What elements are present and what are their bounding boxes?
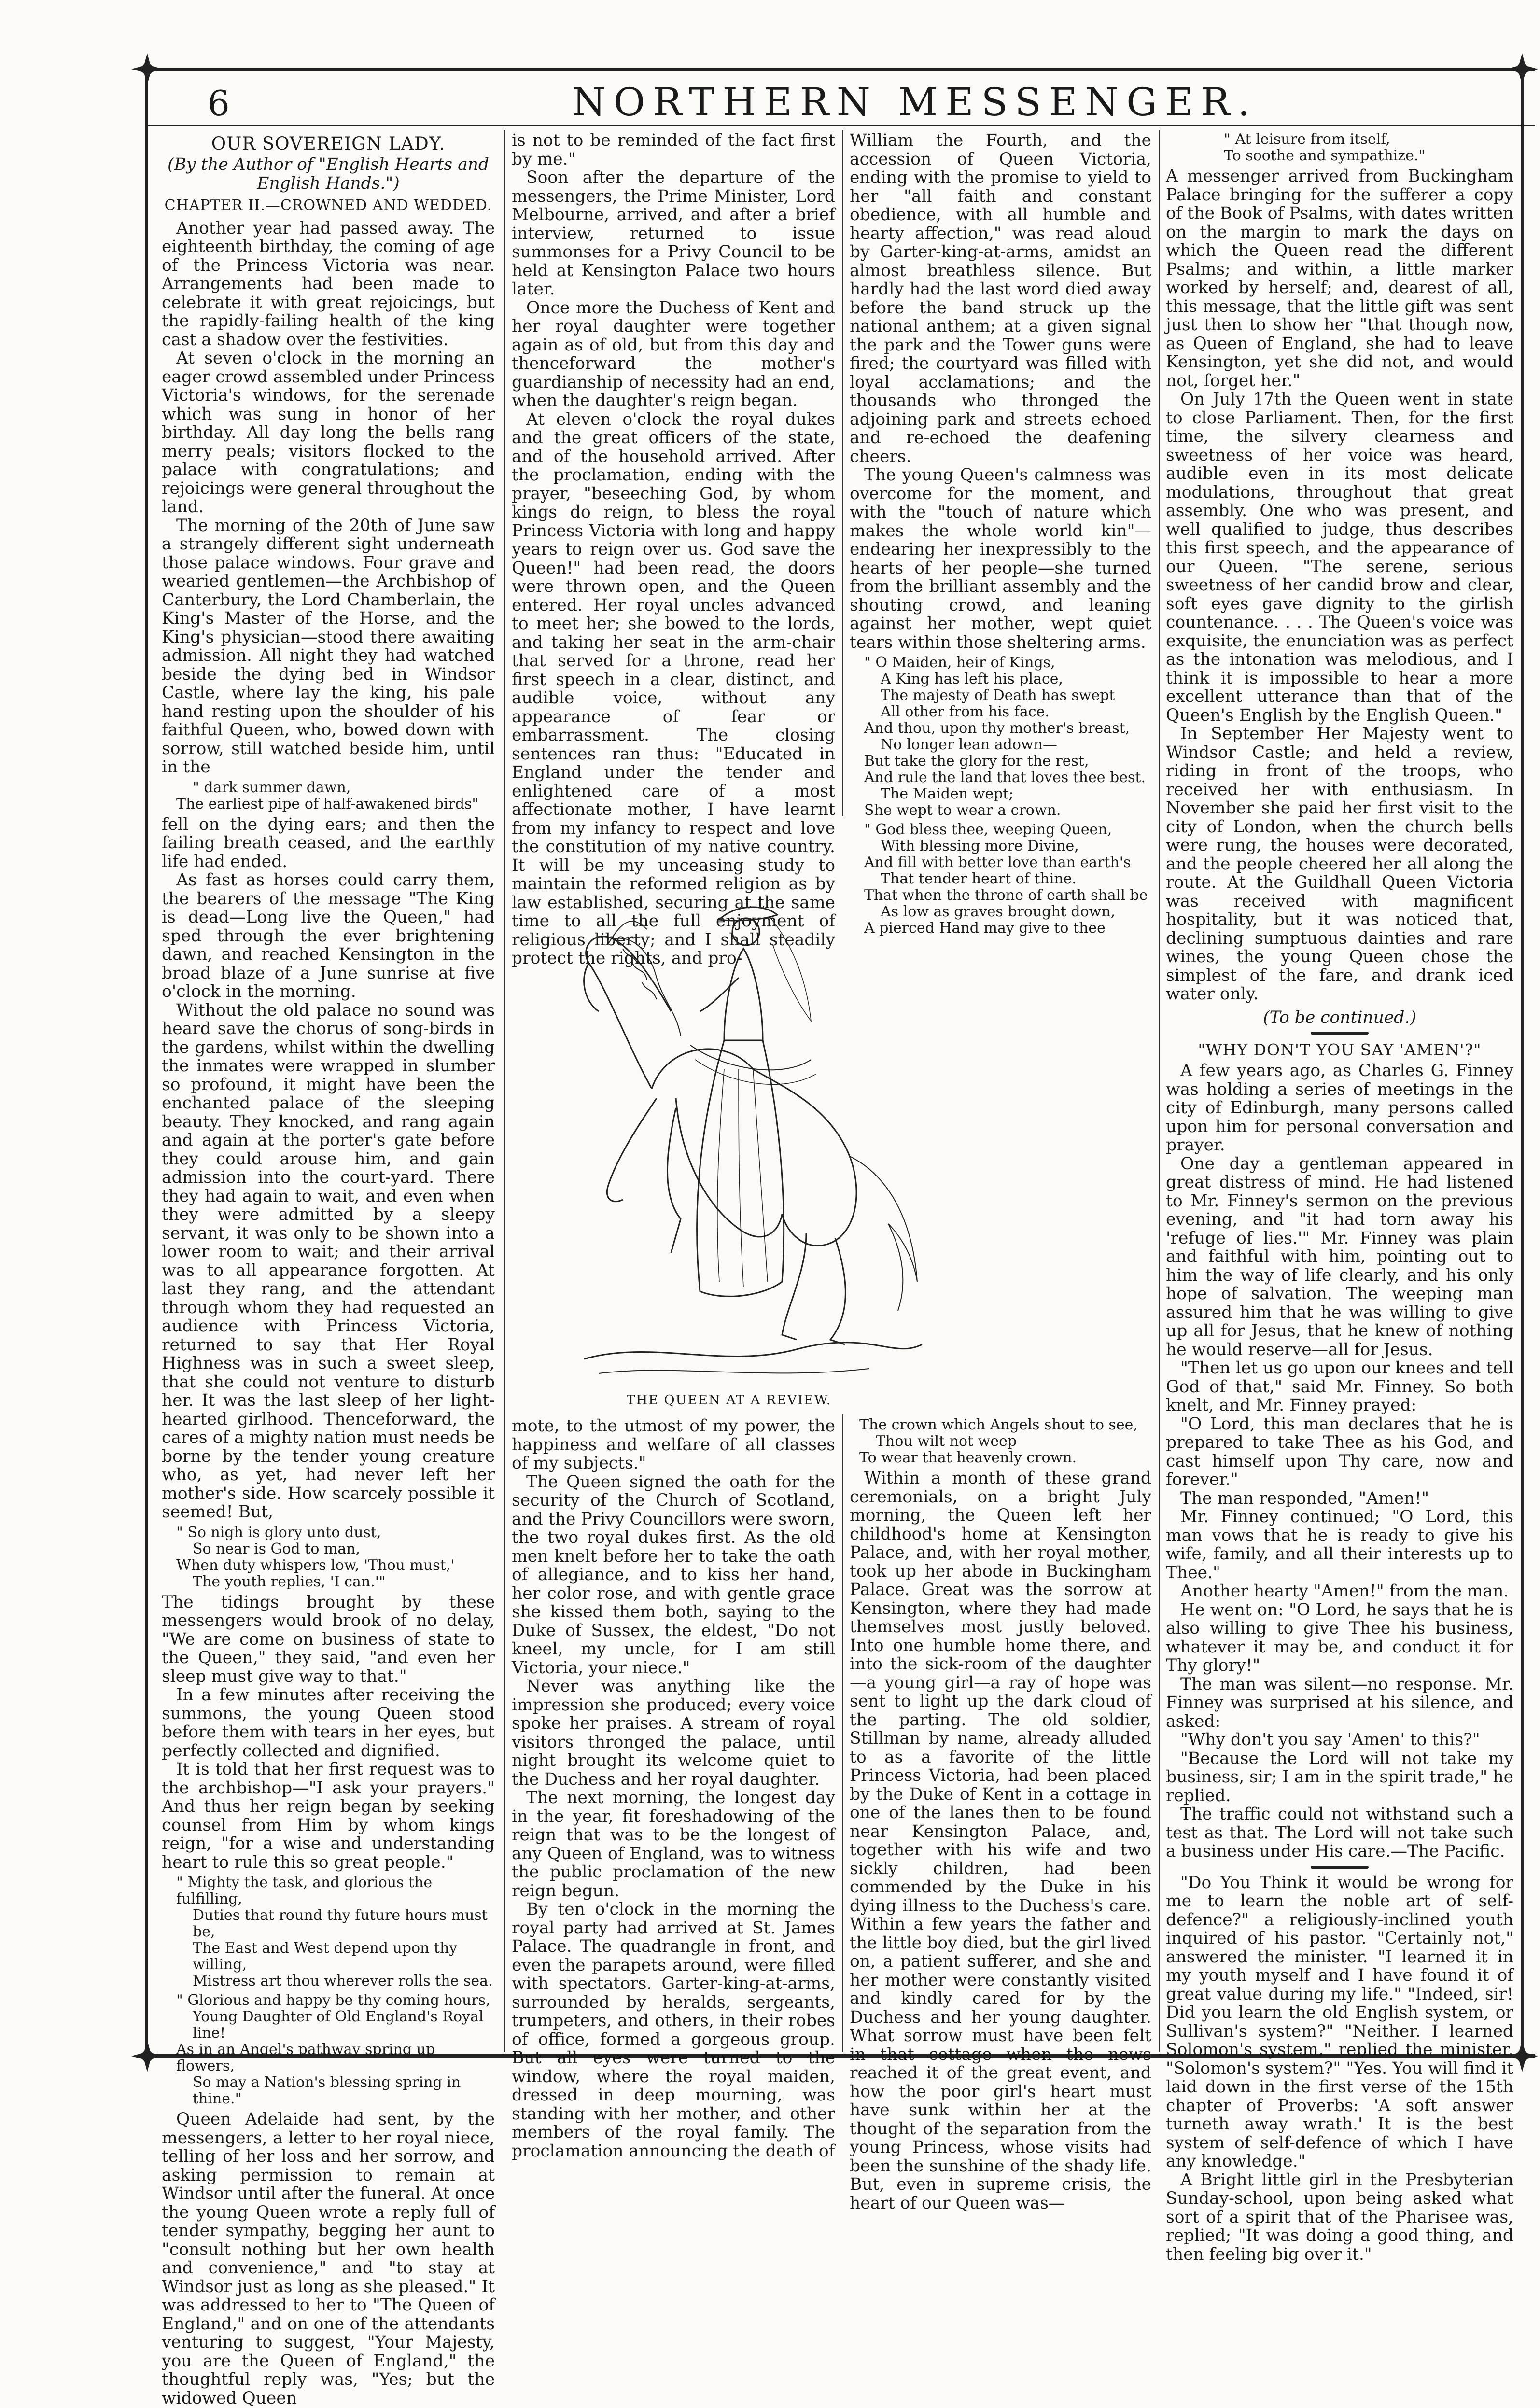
paragraph: William the Fourth, and the accession of Queen Victoria, ending with the promise to yield to her "all faith and constant obedience, with all humble and hearty affection," was read aloud by Garter-king-at-arms, amidst an almost breathless silence. But hardly had the last word died away before the band struck up the national anthem; at a given signal the park and the Tower guns were fired; the courtyard was filled with loyal acclamations; and the thousands who thronged the adjoining park and streets echoed and re-echoed the deafening cheers. <box>850 131 1151 466</box>
paragraph: fell on the dying ears; and then the failing breath ceased, and the earthly life had ended. <box>162 814 495 871</box>
poem-line: And thou, upon thy mother's breast, <box>864 720 1130 737</box>
poem-line: So near is God to man, <box>193 1540 361 1557</box>
poem-line: All other from his face. <box>881 703 1050 720</box>
paragraph: "Do You Think it would be wrong for me to learn the noble art of self-defence?" a religiously-inclined youth inquired of his pastor. "Certainly not," answered the minister. "I learned it in my youth myself and I have found it of great value during my life." "Indeed, sir! Did you learn the old English system, or Sullivan's system?" "Neither. I learned Solomon's system," replied the minister. "Solomon's system?" "Yes. You will find it laid down in the first verse of the 15th chapter of Proverbs: 'A soft answer turneth away wrath.' It is the best system of self-defence of which I have any knowledge." <box>1166 1873 1513 2171</box>
paragraph: Another year had passed away. The eighteenth birthday, the coming of age of the Princess Victoria was near. Arrangements had been made to celebrate it with great rejoicings, but the rapidly-failing health of the king cast a shadow over the festivities. <box>162 218 495 350</box>
poem-line: " God bless thee, weeping Queen, <box>864 821 1112 838</box>
paragraph: The man was silent—no response. Mr. Finney was surprised at his silence, and asked: <box>1166 1674 1513 1731</box>
article-byline: (By the Author of "English Hearts and English Hands.") <box>168 155 489 193</box>
poem-line: A King has left his place, <box>881 671 1064 687</box>
poem-line: Young Daughter of Old England's Royal line! <box>193 2008 484 2042</box>
poem-line: And rule the land that loves thee best. <box>864 769 1146 786</box>
poem-line: As in an Angel's pathway spring up flowers, <box>176 2041 435 2074</box>
poem-quote <box>176 1525 495 1590</box>
poem-quote <box>176 780 495 812</box>
poem-line: A pierced Hand may give to thee <box>864 920 1106 937</box>
right-border-rule <box>1521 68 1524 2058</box>
poem-line: Thou wilt not weep <box>876 1433 1017 1450</box>
section-divider <box>1311 1866 1369 1869</box>
masthead-title: NORTHERN MESSENGER. <box>572 80 1258 125</box>
poem-line: No longer lean adown— <box>881 736 1057 753</box>
paragraph: The traffic could not withstand such a test as that. The Lord will not take such a business under His care.—The Pacific. <box>1166 1805 1513 1861</box>
paragraph: Soon after the departure of the messengers, the Prime Minister, Lord Melbourne, arrived, and after a brief interview, returned to issue summonses for a Privy Council to be held at Kensington Palace two hours later. <box>512 168 835 299</box>
poem-quote <box>176 1875 495 1989</box>
paragraph: Queen Adelaide had sent, by the messengers, a letter to her royal niece, telling of her loss and her sorrow, and asking permission to remain at Windsor until after the funeral. At once the young Queen wrote a reply full of tender sympathy, begging her aunt to "consult nothing but her own health and convenience," and "to stay at Windsor just as long as she pleased." It was addressed to her to "The Queen of England," and on one of the attendants venturing to suggest, "Your Majesty, you are the Queen of England," the thoughtful reply was, "Yes; but the widowed Queen <box>162 2110 495 2408</box>
paragraph: By ten o'clock in the morning the royal party had arrived at St. James Palace. The quadrangle in front, and even the parapets around, were filled with spectators. Garter-king-at-arms, surrounded by heralds, sergeants, trumpeters, and others, in their robes of office, formed a gorgeous group. But all eyes were turned to the window, where the royal maiden, dressed in deep mourning, was standing with her mother, and other members of the royal family. The proclamation announcing the death of <box>512 1900 835 2161</box>
poem-line: The earliest pipe of half-awakened birds" <box>176 795 479 812</box>
paragraph: On July 17th the Queen went in state to close Parliament. Then, for the first time, the silvery clearness and sweetness of her voice was heard, audible even in its most delicate modulations, throughout that great assembly. One who was present, and well qualified to judge, thus describes this first speech, and the appearance of our Queen. "The serene, serious sweetness of her candid brow and clear, soft eyes gave dignity to the girlish countenance. . . . The Queen's voice was exquisite, the enunciation was as perfect as the intonation was melodious, and I think it is impossible to hear a more excellent utterance than that of the Queen's English by the English Queen." <box>1166 390 1513 725</box>
fleuron-ornament-icon <box>130 2039 164 2073</box>
paragraph: mote, to the utmost of my power, the happiness and welfare of all classes of my subjects." <box>512 1416 835 1473</box>
paragraph: In September Her Majesty went to Windsor Castle; and held a review, riding in front of the troops, who received her with enthusiasm. In November she paid her first visit to the city of London, when the church bells were rung, the houses were decorated, and the people cheered her all along the route. At the Guildhall Queen Victoria was received with magnificent hospitality, but it was noticed that, declining sumptuous dainties and rare wines, the young Queen chose the simplest of the fare, and drank iced water only. <box>1166 724 1513 1004</box>
poem-quote <box>859 1417 1151 1466</box>
poem-line: The East and West depend upon thy willing, <box>193 1940 458 1973</box>
poem-line: But take the glory for the rest, <box>864 753 1089 770</box>
column-rule <box>1159 130 1160 2052</box>
poem-line: To soothe and sympathize." <box>1224 147 1426 164</box>
poem-line: As low as graves brought down, <box>881 903 1116 920</box>
poem-line: With blessing more Divine, <box>881 838 1079 854</box>
section-divider <box>1311 1032 1369 1035</box>
paragraph: The man responded, "Amen!" <box>1180 1488 1429 1508</box>
column-2-bottom <box>512 1417 835 2160</box>
fleuron-ornament-icon <box>1505 52 1539 86</box>
paragraph: "Why don't you say 'Amen' to this?" <box>1180 1730 1480 1750</box>
chapter-heading: CHAPTER II.—CROWNED AND WEDDED. <box>164 197 492 214</box>
page-number: 6 <box>208 83 230 124</box>
poem-line: The Maiden wept; <box>881 785 1014 802</box>
column-3-bottom <box>850 1417 1151 2212</box>
paragraph: A Bright little girl in the Presbyterian Sunday-school, upon being asked what sort of a spirit that of the Pharisee was, replied; "It was doing a good thing, and then feeling big over it." <box>1166 2170 1513 2264</box>
poem-line: " So nigh is glory unto dust, <box>176 1524 381 1541</box>
paragraph: He went on: "O Lord, he says that he is also willing to give Thee his business, whatever it may be, and conduct it for Thy glory!" <box>1166 1600 1513 1675</box>
paragraph: In a few minutes after receiving the summons, the young Queen stood before them with tears in her eyes, but perfectly collected and dignified. <box>162 1685 495 1761</box>
poem-line: " Glorious and happy be thy coming hours, <box>176 1992 490 2009</box>
paragraph: A messenger arrived from Buckingham Palace bringing for the sufferer a copy of the Book of Psalms, with dates written on the margin to mark the days on which the Queen read the different Psalms; and within, a little marker worked by herself; and, dearest of all, this message, that the little gift was sent just then to show her "that though now, as Queen of England, she had to leave Kensington, yet she did not, and would not, forget her." <box>1166 167 1513 391</box>
queen-on-horse-illustration <box>579 818 927 1388</box>
poem-line: " At leisure from itself, <box>1224 131 1390 148</box>
poem-line: That tender heart of thine. <box>881 870 1077 887</box>
article-title: "WHY DON'T YOU SAY 'AMEN'?" <box>1198 1040 1482 1059</box>
poem-line: Duties that round thy future hours must be, <box>193 1907 488 1940</box>
paragraph: The morning of the 20th of June saw a strangely different sight underneath those palace windows. Four grave and wearied gentlemen—the Archbishop of Canterbury, the Lord Chamberlain, the King's Master of the Horse, and the King's physician—stood there awaiting admission. All night they had watched beside the dying bed in Windsor Castle, where lay the king, his pale hand resting upon the shoulder of his faithful Queen, who, bowed down with sorrow, still watched beside him, until in the <box>162 516 495 777</box>
poem-line: Mistress art thou wherever rolls the sea. <box>193 1973 493 1989</box>
paragraph: "O Lord, this man declares that he is prepared to take Thee as his God, and cast himself upon Thy care, now and forever." <box>1166 1414 1513 1489</box>
poem-quote <box>864 655 1151 819</box>
paragraph: At seven o'clock in the morning an eager crowd assembled under Princess Victoria's windows, for the serenade which was sung in honor of her birthday. All day long the bells rang merry peals; visitors flocked to the palace with congratulations; and rejoicings were general throughout the land. <box>162 349 495 517</box>
poem-line: She wept to wear a crown. <box>864 802 1061 819</box>
column-1 <box>162 131 495 2408</box>
paragraph: At eleven o'clock the royal dukes and the great officers of the state, and of the household arrived. After the proclamation, ending with the prayer, "beseeching God, by whom kings do reign, to bless the royal Princess Victoria with long and happy years to reign over us. God save the Queen!" had been read, the doors were thrown open, and the Queen entered. Her royal uncles advanced to meet her; she bowed to the lords, and taking her seat in the arm-chair that served for a throne, read her first speech in a clear, distinct, and audible voice, without any appearance of fear or embarrassment. The closing sentences ran thus: "Educated in England under the tender and enlightened care of a most affectionate mother, I have learnt from my infancy to respect and love the constitution of my native country. It will be my unceasing study to maintain the reformed religion as by law established, securing at the same time to all the full enjoyment of religious liberty; and I shall steadily protect the rights, and pro- <box>512 409 835 968</box>
poem-line: " Mighty the task, and glorious the fulfilling, <box>176 1874 433 1907</box>
poem-line: To wear that heavenly crown. <box>859 1449 1077 1466</box>
paragraph: A few years ago, as Charles G. Finney was holding a series of meetings in the city of Edinburgh, many persons called upon him for personal conversation and prayer. <box>1166 1061 1513 1155</box>
poem-quote <box>1224 131 1513 164</box>
poem-line: That when the throne of earth shall be <box>864 887 1148 904</box>
paragraph: It is told that her first request was to the archbishop—"I ask your prayers." And thus her reign began by seeking counsel from Him by whom kings reign, "for a wise and understanding heart to rule this so great people." <box>162 1760 495 1872</box>
article-title: OUR SOVEREIGN LADY. <box>211 133 446 154</box>
poem-line: " O Maiden, heir of Kings, <box>864 654 1055 671</box>
paragraph: One day a gentleman appeared in great distress of mind. He had listened to Mr. Finney's sermon on the previous evening, and "it had torn away his 'refuge of lies.'" Mr. Finney was plain and faithful with him, pointing out to him the way of life clearly, and his only hope of salvation. The weeping man assured him that he was willing to give up all for Jesus, that he knew of nothing he would reserve—all for Jesus. <box>1166 1154 1513 1359</box>
paragraph: As fast as horses could carry them, the bearers of the message "The King is dead—Long live the Queen," had sped through the ever brightening dawn, and reached Kensington in the broad blaze of a June sunrise at five o'clock in the morning. <box>162 870 495 1001</box>
paragraph: Mr. Finney continued; "O Lord, this man vows that he is ready to give his wife, family, and all their interests up to Thee." <box>1166 1507 1513 1582</box>
paragraph: Another hearty "Amen!" from the man. <box>1180 1582 1509 1601</box>
paragraph: Within a month of these grand ceremonials, on a bright July morning, the Queen left her childhood's home at Kensington Palace, and, with her royal mother, took up her abode in Buckingham Palace. Great was the sorrow at Kensington, where they had made themselves most justly beloved. Into one humble home there, and into the sick-room of the daughter—a young girl—a ray of hope was sent to light up the dark cloud of the parting. The old soldier, Stillman by name, already alluded to as a favorite of the little Princess Victoria, had been placed by the Duke of Kent in a cottage in one of the lanes then to be found near Kensington Palace, and, together with his wife and two sickly children, had been commended by the Duke in his dying illness to the Duchess's care. Within a few years the father and the little boy died, but the girl lived on, a patient sufferer, and she and her mother were constantly visited and kindly cared for by the Duchess and her young daughter. What sorrow must have been felt in that cottage when the news reached it of the great event, and how the poor girl's heart must have sunk within her at the thought of the separation from the young Princess, whose visits had been the sunshine of the shady life. But, even in supreme crisis, the heart of our Queen was— <box>850 1469 1151 2213</box>
column-4 <box>1166 131 1513 2264</box>
poem-line: So may a Nation's blessing spring in thine." <box>193 2074 461 2107</box>
poem-line: And fill with better love than earth's <box>864 854 1131 871</box>
paragraph: Once more the Duchess of Kent and her royal daughter were together again as of old, but from this day and thenceforward the mother's guardianship of necessity had an end, when the daughter's reign began. <box>512 298 835 410</box>
to-be-continued: (To be continued.) <box>1263 1008 1416 1027</box>
paragraph: Never was anything like the impression she produced; every voice spoke her praises. A stream of royal visitors thronged the palace, until night brought its welcome quiet to the Duchess and her royal daughter. <box>512 1677 835 1789</box>
column-rule <box>504 130 505 2052</box>
illustration-caption: THE QUEEN AT A REVIEW. <box>626 1393 832 1408</box>
poem-line: The youth replies, 'I can.'" <box>193 1573 386 1590</box>
paragraph: The young Queen's calmness was overcome for the moment, and with the "touch of nature which makes the whole world kin"—endearing her inexpressibly to the hearts of her people—she turned from the brilliant assembly and the shouting crowd, and leaning against her mother, wept quiet tears within those sheltering arms. <box>850 465 1151 652</box>
left-border-rule <box>145 68 148 2058</box>
column-rule <box>842 130 843 816</box>
fleuron-ornament-icon <box>130 52 164 86</box>
paragraph: is not to be reminded of the fact first by me." <box>512 131 835 169</box>
poem-line: When duty whispers low, 'Thou must,' <box>176 1556 455 1574</box>
top-border-rule <box>145 68 1535 71</box>
header-bottom-rule <box>145 125 1535 126</box>
poem-line: The crown which Angels shout to see, <box>859 1416 1138 1433</box>
poem-line: The majesty of Death has swept <box>881 687 1115 704</box>
paragraph: "Then let us go upon our knees and tell God of that," said Mr. Finney. So both knelt, and Mr. Finney prayed: <box>1166 1358 1513 1415</box>
paragraph: The next morning, the longest day in the year, fit foreshadowing of the reign that was to be the longest of any Queen of England, was to witness the public proclamation of the new reign begun. <box>512 1788 835 1901</box>
paragraph: The tidings brought by these messengers would brook of no delay, "We are come on business of state to the Queen," they said, "and even her sleep must give way to that." <box>162 1592 495 1686</box>
poem-quote <box>176 1992 495 2107</box>
column-rule <box>842 1414 843 2052</box>
poem-line: " dark summer dawn, <box>193 779 351 796</box>
paragraph: The Queen signed the oath for the security of the Church of Scotland, and the Privy Councillors were sworn, the two royal dukes first. As the old men knelt before her to take the oath of allegiance, and to kiss her hand, her color rose, and with gentle grace she kissed them both, saying to the Duke of Sussex, the eldest, "Do not kneel, my uncle, for I am still Victoria, your niece." <box>512 1472 835 1678</box>
paragraph: "Because the Lord will not take my business, sir; I am in the spirit trade," he replied. <box>1166 1749 1513 1806</box>
paragraph: Without the old palace no sound was heard save the chorus of song-birds in the gardens, whilst within the dwelling the inmates were wrapped in slumber so profound, it might have been the enchanted palace of the sleeping beauty. They knocked, and rang again and again at the porter's gate before they could arouse him, and gain admission into the court-yard. There they had again to wait, and even when they were admitted by a sleepy servant, it was only to be shown into a lower room to wait; and their arrival was to all appearance forgotten. At last they rang, and the attendant through whom they had requested an audience with Princess Victoria, returned to say that Her Royal Highness was in such a sweet sleep, that she could not venture to disturb her. It was the last sleep of her light-hearted girlhood. Thenceforward, the cares of a mighty nation must needs be borne by the tender young creature who, as yet, had never left her mother's side. How scarcely possible it seemed! But, <box>162 1000 495 1522</box>
